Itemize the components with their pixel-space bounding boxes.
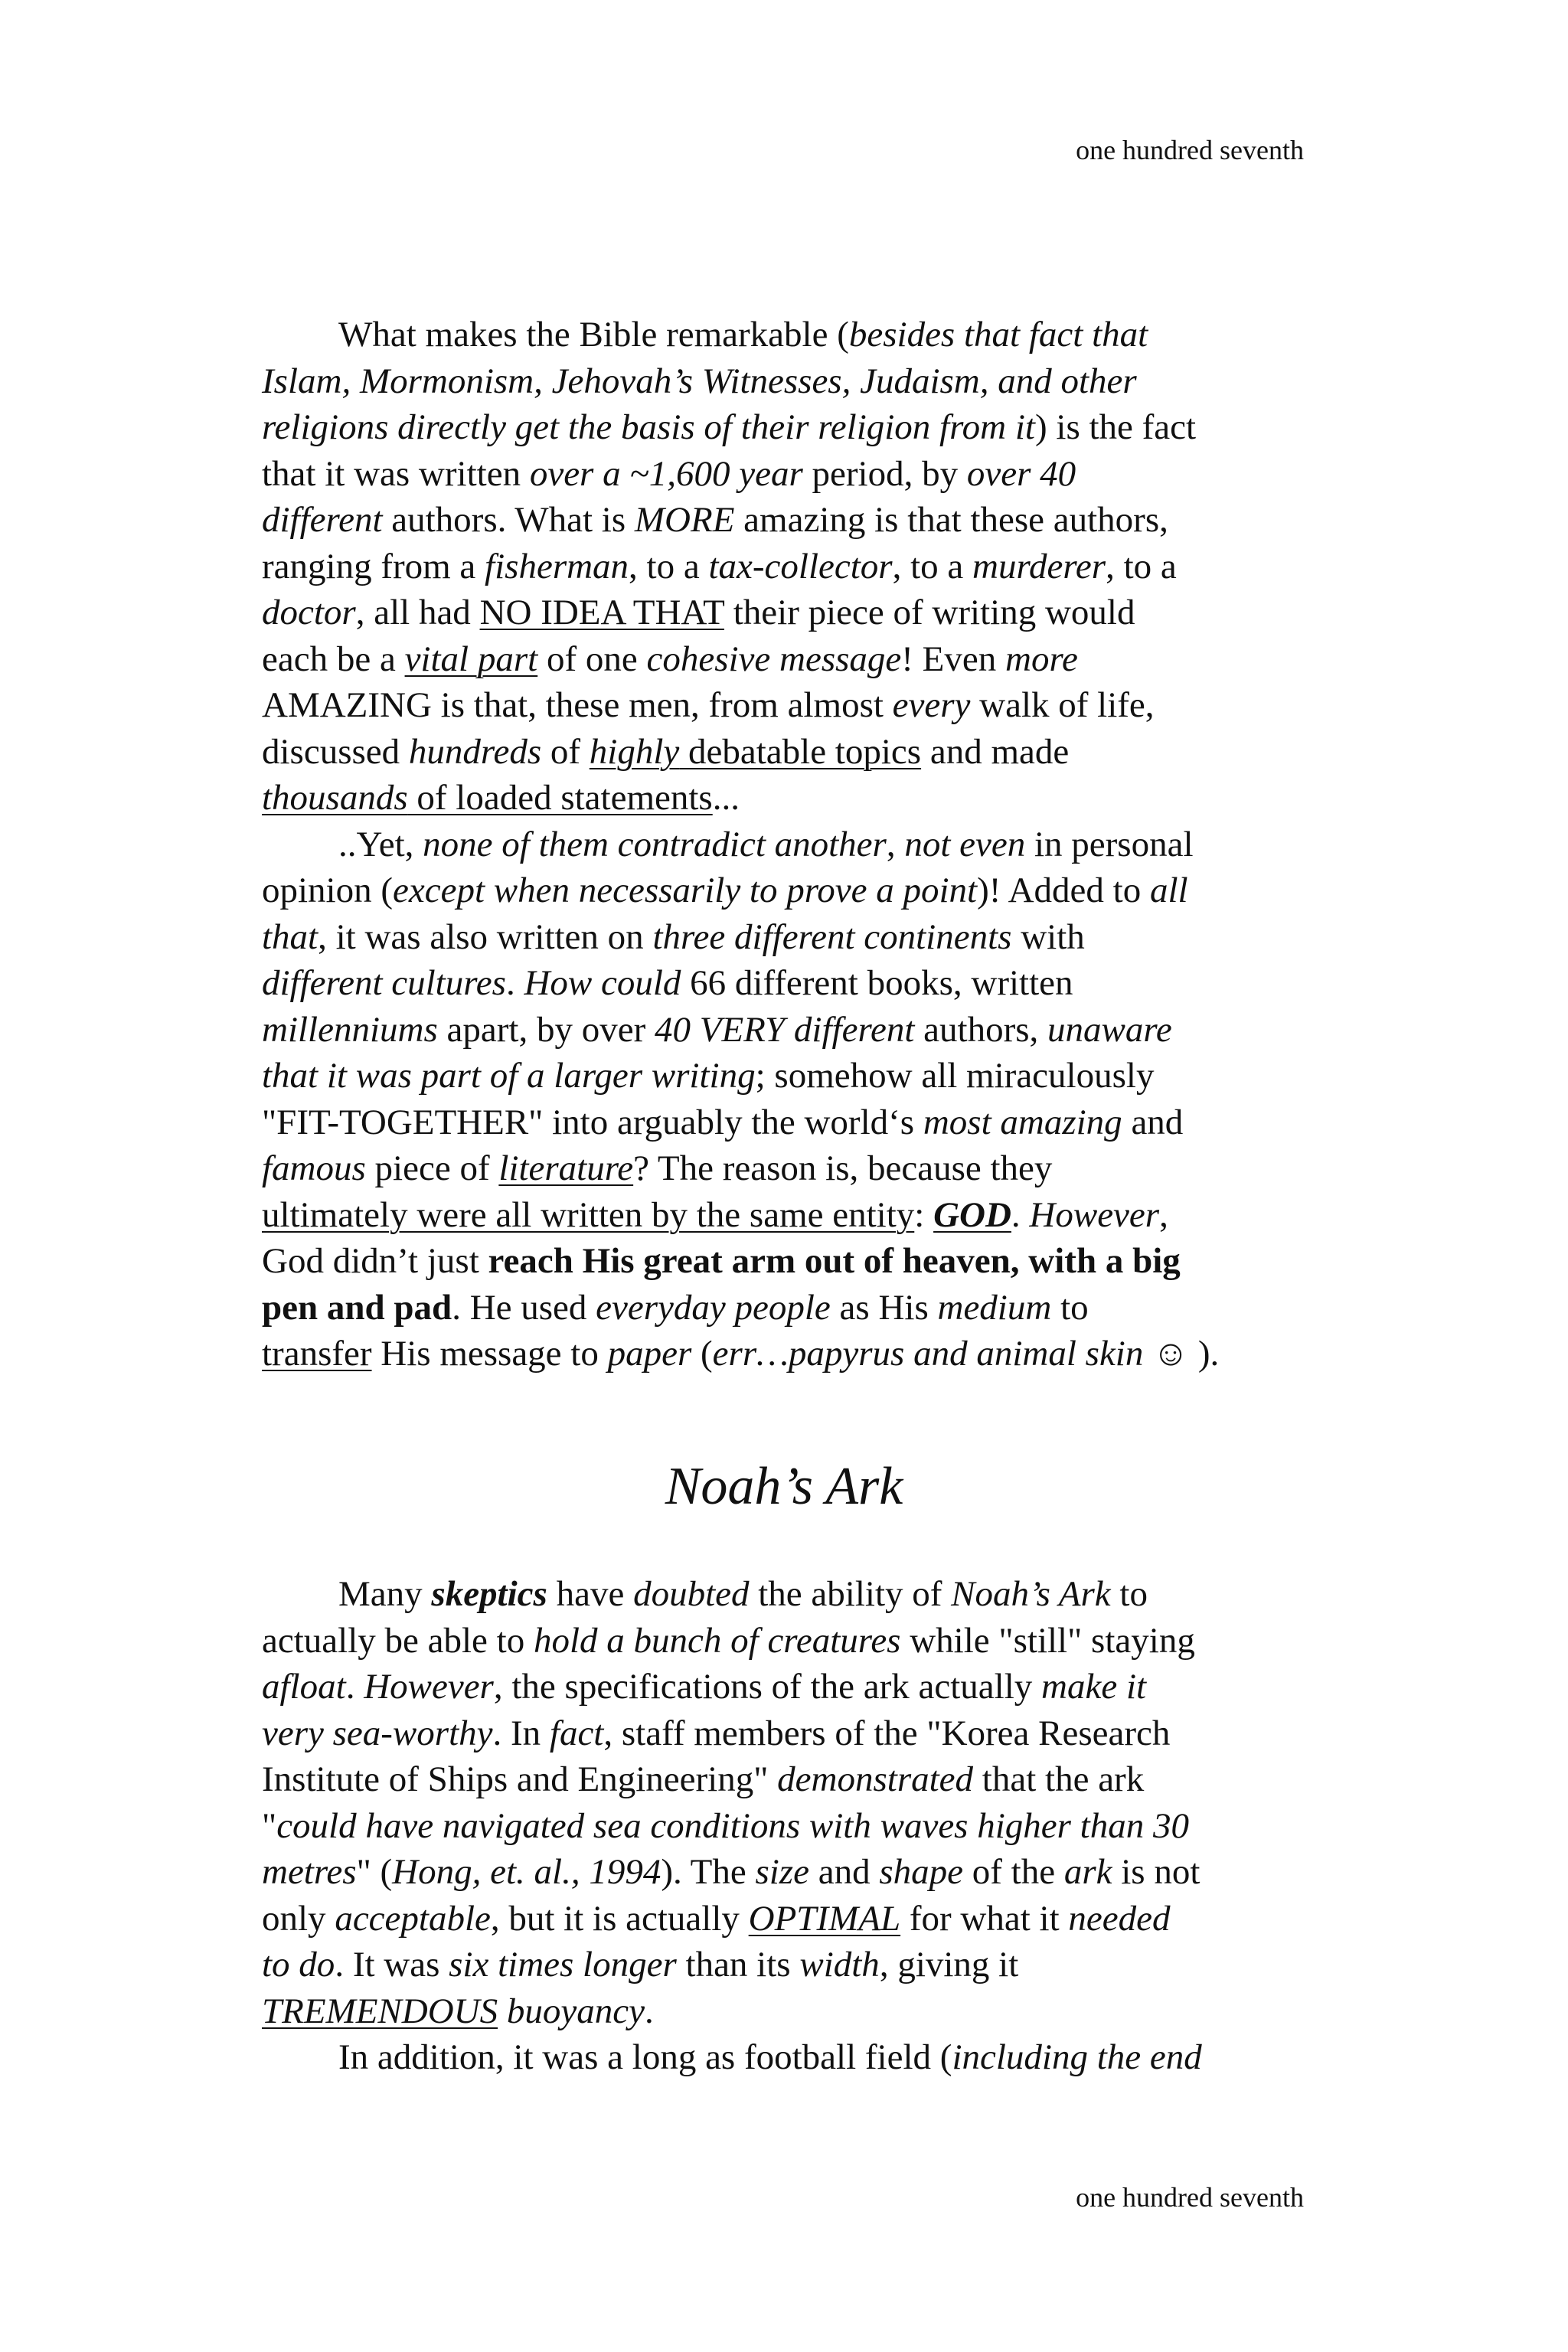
text-run: piece of [365, 1148, 499, 1188]
text-run: ). The [661, 1852, 756, 1892]
text-line [262, 590, 1334, 636]
text-run: ; somehow all miraculously [755, 1056, 1155, 1096]
text-run: vital part [404, 639, 538, 679]
text-run: , it was also written on [318, 916, 653, 957]
text-line [262, 1053, 1334, 1099]
text-run: with [1011, 916, 1085, 957]
text-run: " ( [356, 1852, 393, 1892]
text-run: ..Yet, [338, 824, 423, 864]
text-run: to [1051, 1287, 1089, 1328]
text-line [262, 1099, 1334, 1146]
text-run: , the specifications of the ark actually [493, 1667, 1042, 1707]
text-run: authors, [914, 1009, 1048, 1050]
text-run: , but it is actually [490, 1898, 749, 1939]
text-run: However [364, 1667, 494, 1707]
text-run: shape [879, 1852, 963, 1892]
text-run: How could [524, 963, 681, 1003]
text-run: , staff members of the "Korea Research [603, 1713, 1171, 1753]
text-run: medium [937, 1287, 1052, 1328]
text-run: the ability of [749, 1574, 952, 1614]
text-run: each be a [262, 639, 405, 679]
text-run: . [505, 963, 524, 1003]
text-run: What makes the Bible remarkable ( [338, 315, 849, 354]
text-line [262, 1331, 1334, 1377]
text-run: most amazing [923, 1102, 1122, 1142]
text-run: could have navigated sea conditions with waves higher than 30 [276, 1805, 1189, 1846]
text-run: highly [589, 731, 680, 772]
text-run: of loaded statements [407, 778, 713, 818]
text-run: transfer [262, 1334, 372, 1374]
text-run: of one [537, 639, 647, 679]
text-line [262, 867, 1334, 914]
text-line [262, 1285, 1334, 1331]
text-line [262, 1145, 1334, 1192]
text-line [262, 1618, 1334, 1664]
text-run: " [262, 1805, 277, 1846]
text-line [262, 497, 1334, 544]
text-run: . [345, 1667, 364, 1707]
page-header: one hundred seventh [1076, 135, 1304, 165]
text-run: doctor [262, 593, 356, 632]
text-run: OPTIMAL [748, 1898, 901, 1939]
text-run: except when necessarily to prove a point [393, 871, 978, 910]
text-run: everyday people [596, 1287, 831, 1328]
text-line [262, 1710, 1334, 1757]
text-run: God didn’t just [262, 1241, 488, 1281]
text-run: pen and pad [262, 1287, 452, 1328]
text-line [262, 1803, 1334, 1850]
text-run: actually be able to [262, 1620, 534, 1661]
text-run: 66 different books, written [681, 963, 1073, 1003]
text-run: to [1110, 1574, 1148, 1614]
text-run: ? The reason is, because they [633, 1148, 1053, 1188]
body-paragraph [262, 1571, 1334, 2081]
text-line [262, 1988, 1334, 2035]
text-run: walk of life, [970, 685, 1155, 725]
text-run: make it [1041, 1667, 1147, 1707]
section-title: Noah’s Ark [665, 1457, 903, 1516]
text-line [262, 2034, 1334, 2081]
text-run: acceptable [335, 1898, 491, 1939]
text-line [262, 775, 1334, 822]
text-run: Noah’s Ark [951, 1574, 1111, 1614]
text-run: have [547, 1574, 634, 1614]
text-run: )! Added to [977, 871, 1150, 910]
text-run: MORE [634, 500, 735, 540]
text-run: period, by [802, 453, 967, 494]
text-run: needed [1068, 1898, 1171, 1939]
text-run: apart, by over [437, 1009, 655, 1050]
text-line [262, 1942, 1334, 1988]
text-run: more [1005, 639, 1078, 679]
text-run: . He used [452, 1287, 596, 1328]
text-run: fact [549, 1713, 604, 1753]
text-run: width [799, 1945, 880, 1984]
text-run: , to a [629, 546, 709, 586]
text-line [262, 1664, 1334, 1710]
text-run: TREMENDOUS [262, 1991, 498, 2031]
text-run: . It was [335, 1945, 449, 1984]
text-run: ranging from a [262, 546, 485, 586]
text-run: their piece of writing would [724, 593, 1135, 632]
text-run: , [886, 824, 905, 864]
text-line [262, 404, 1334, 451]
text-run: ultimately were all written by the same entity [262, 1194, 915, 1235]
text-run: including the end [952, 2037, 1202, 2077]
text-line [262, 1756, 1334, 1803]
text-run: err…papyrus and animal skin ☺ [712, 1334, 1190, 1374]
text-line [262, 1849, 1334, 1896]
text-run: fisherman [485, 546, 629, 586]
text-run: cohesive message [646, 639, 902, 679]
text-run: NO IDEA THAT [479, 593, 724, 632]
text-run: different cultures [262, 963, 506, 1003]
text-run: In addition, it was a long as football field ( [338, 2037, 952, 2077]
text-run: skeptics [431, 1574, 547, 1614]
text-run: His message to [371, 1334, 608, 1374]
text-line [262, 729, 1334, 776]
text-run: tax-collector [708, 546, 893, 586]
text-run: However [1029, 1194, 1160, 1235]
text-run: none of them contradict another [423, 824, 887, 864]
text-run: size [755, 1852, 809, 1892]
text-line [262, 451, 1334, 498]
text-run: Institute of Ships and Engineering" [262, 1759, 778, 1799]
text-line [262, 1896, 1334, 1942]
text-run: different [262, 500, 383, 540]
text-line [262, 544, 1334, 590]
text-run [498, 1991, 507, 2031]
text-run: very sea-worthy [262, 1713, 493, 1753]
text-run: . [644, 1991, 654, 2031]
text-run: reach His great arm out of heaven, with a big [488, 1241, 1181, 1281]
text-run: Islam, Mormonism, Jehovah’s Witnesses, Judaism, and other [262, 361, 1137, 401]
text-run: and made [921, 731, 1070, 772]
text-run: famous [262, 1148, 366, 1188]
text-run: in personal [1025, 824, 1194, 864]
text-run: ! Even [901, 639, 1005, 679]
text-run: . [1011, 1194, 1030, 1235]
text-line [262, 1571, 1334, 1618]
body-paragraph [262, 312, 1334, 1377]
text-run: afloat [262, 1667, 346, 1707]
text-run: Hong, et. al., 1994 [392, 1852, 662, 1892]
text-run: "FIT-TOGETHER" into arguably the world‘s [262, 1102, 923, 1142]
text-run: ( [691, 1334, 713, 1374]
text-line [262, 1192, 1334, 1239]
text-run: every [892, 685, 971, 725]
text-line [262, 358, 1334, 405]
text-run: discussed [262, 731, 409, 772]
text-run: ark [1063, 1852, 1112, 1892]
text-run: 40 VERY different [654, 1009, 915, 1050]
text-run: and [1122, 1102, 1184, 1142]
text-line [262, 682, 1334, 729]
text-run: that the ark [973, 1759, 1145, 1799]
text-run: that it was written [262, 453, 530, 494]
text-run: GOD [933, 1194, 1011, 1235]
text-run: besides that fact that [848, 315, 1148, 354]
text-run: religions directly get the basis of their religion from it [262, 407, 1035, 447]
text-run: over 40 [966, 453, 1076, 494]
text-run: and [808, 1852, 880, 1892]
text-run: amazing is that these authors, [734, 500, 1168, 540]
text-line [262, 1007, 1334, 1054]
text-run: ). [1189, 1334, 1220, 1374]
text-line [262, 312, 1334, 358]
text-run: hold a bunch of creatures [533, 1620, 901, 1661]
text-run: that [262, 916, 318, 957]
text-run: of the [962, 1852, 1064, 1892]
text-run: thousands [262, 778, 408, 818]
text-run: , all had [355, 593, 480, 632]
text-run: six times longer [449, 1945, 677, 1984]
text-run: , to a [1106, 546, 1177, 586]
text-run: , to a [892, 546, 973, 586]
text-run: as His [830, 1287, 938, 1328]
text-run: unaware [1047, 1009, 1172, 1050]
text-line [262, 822, 1334, 868]
text-run: : [914, 1194, 934, 1235]
text-run: Many [338, 1574, 432, 1614]
text-line [262, 636, 1334, 683]
text-run: all [1149, 871, 1188, 910]
text-run: metres [262, 1852, 357, 1892]
text-run: hundreds [408, 731, 542, 772]
text-run: buoyancy [506, 1991, 645, 2031]
text-run: of [541, 731, 590, 772]
text-run: while "still" staying [900, 1620, 1195, 1661]
text-run: literature [498, 1148, 634, 1188]
text-run: that it was part of a larger writing [262, 1056, 756, 1096]
text-run: for what it [900, 1898, 1069, 1939]
text-run: than its [676, 1945, 800, 1984]
text-run: ) is the fact [1034, 407, 1197, 447]
text-line [262, 1238, 1334, 1285]
text-run: three different continents [652, 916, 1012, 957]
text-run: paper [607, 1334, 692, 1374]
text-run: ... [712, 778, 740, 818]
text-run: is not [1112, 1852, 1200, 1892]
text-run: over a ~1,600 year [529, 453, 803, 494]
text-run: , [1159, 1194, 1168, 1235]
text-run: to do [262, 1945, 335, 1984]
text-run: only [262, 1898, 335, 1939]
text-run: , giving it [879, 1945, 1019, 1984]
text-run: doubted [633, 1574, 750, 1614]
text-line [262, 914, 1334, 961]
text-run: millenniums [262, 1009, 438, 1050]
text-run: authors. What is [382, 500, 635, 540]
text-run: murderer [972, 546, 1106, 586]
text-run: opinion ( [262, 871, 394, 910]
text-run: demonstrated [777, 1759, 974, 1799]
text-run: debatable topics [679, 731, 922, 772]
text-run: . In [492, 1713, 550, 1753]
text-run: not even [904, 824, 1026, 864]
text-run: AMAZING is that, these men, from almost [262, 685, 893, 725]
text-line [262, 960, 1334, 1007]
page-footer: one hundred seventh [1076, 2182, 1304, 2213]
